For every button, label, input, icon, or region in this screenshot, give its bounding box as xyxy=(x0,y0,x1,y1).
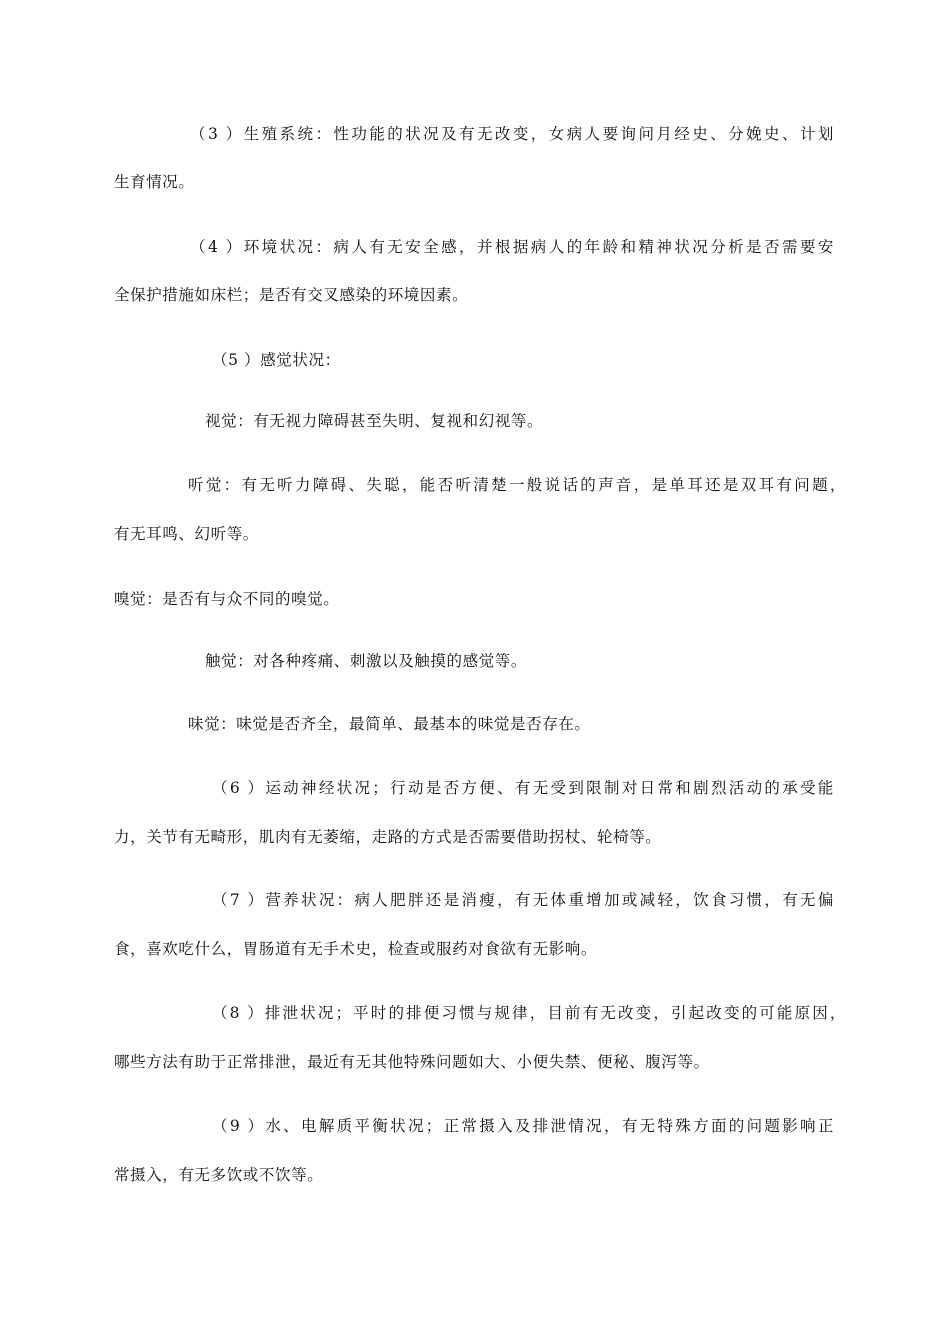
paragraph-electrolyte-line-2: 常摄入，有无多饮或不饮等。 xyxy=(114,1166,324,1184)
paragraph-hearing-line-1: 听觉：有无听力障碍、失聪，能否听清楚一般说话的声音，是单耳还是双耳有问题， xyxy=(188,476,846,494)
paragraph-motor-line-1: （6 ）运动神经状况；行动是否方便、有无受到限制对日常和剧烈活动的承受能 xyxy=(212,779,834,797)
paragraph-reproductive-line-2: 生育情况。 xyxy=(114,173,195,191)
paragraph-reproductive-line-1: （3 ）生殖系统：性功能的状况及有无改变，女病人要询问月经史、分娩史、计划 xyxy=(190,125,834,143)
paragraph-excretion-line-2: 哪些方法有助于正常排泄，最近有无其他特殊问题如大、小便失禁、便秘、腹泻等。 xyxy=(114,1053,710,1071)
paragraph-vision: 视觉：有无视力障碍甚至失明、复视和幻视等。 xyxy=(205,412,544,430)
paragraph-environment-line-1: （4 ）环境状况：病人有无安全感，并根据病人的年龄和精神状况分析是否需要安 xyxy=(190,238,834,256)
paragraph-excretion-line-1: （8 ）排泄状况；平时的排便习惯与规律，目前有无改变，引起改变的可能原因， xyxy=(212,1004,846,1022)
paragraph-nutrition-line-1: （7 ）营养状况：病人肥胖还是消瘦，有无体重增加或减轻，饮食习惯，有无偏 xyxy=(212,891,834,909)
paragraph-smell: 嗅觉：是否有与众不同的嗅觉。 xyxy=(114,590,340,608)
paragraph-touch: 触觉：对各种疼痛、刺激以及触摸的感觉等。 xyxy=(205,652,528,670)
paragraph-electrolyte-line-1: （9 ）水、电解质平衡状况；正常摄入及排泄情况，有无特殊方面的问题影响正 xyxy=(212,1117,834,1135)
paragraph-motor-line-2: 力，关节有无畸形，肌肉有无萎缩，走路的方式是否需要借助拐杖、轮椅等。 xyxy=(114,828,662,846)
paragraph-taste: 味觉：味觉是否齐全，最简单、最基本的味觉是否存在。 xyxy=(188,715,591,733)
paragraph-environment-line-2: 全保护措施如床栏；是否有交叉感染的环境因素。 xyxy=(114,286,469,304)
paragraph-nutrition-line-2: 食，喜欢吃什么，胃肠道有无手术史，检查或服药对食欲有无影响。 xyxy=(114,940,598,958)
paragraph-sensory-heading: （5 ）感觉状况： xyxy=(212,351,341,369)
paragraph-hearing-line-2: 有无耳鸣、幻听等。 xyxy=(114,525,259,543)
